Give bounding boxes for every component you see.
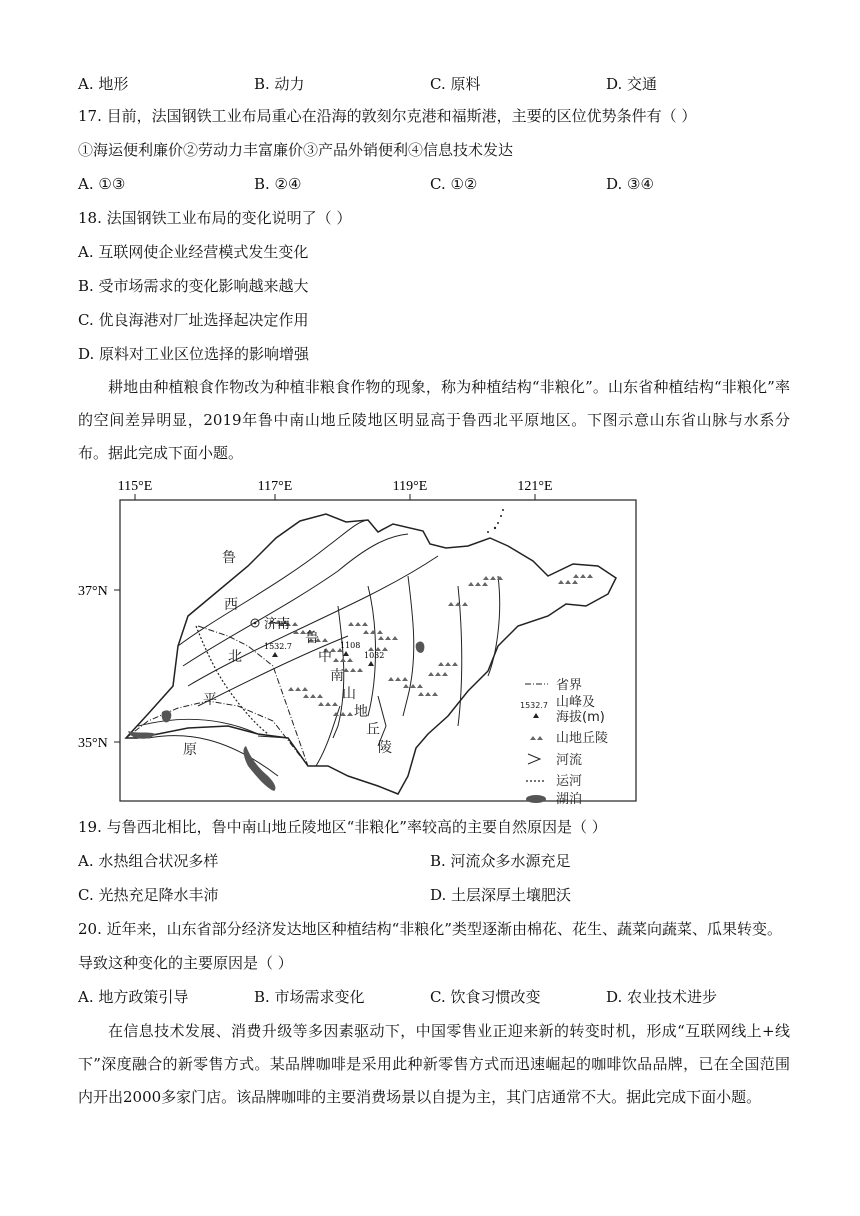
legend-peak-title: 山峰及 — [556, 695, 596, 710]
region-label-char: 地 — [354, 704, 368, 720]
q19-stem: 19. 与鲁西北相比，鲁中南山地丘陵地区“非粮化”率较高的主要自然原因是（ ） — [78, 818, 607, 836]
lon-label: 119°E — [392, 479, 428, 494]
q18-option-a[interactable]: A. 互联网使企业经营模式发生变化 — [78, 243, 309, 261]
lon-label: 115°E — [117, 479, 153, 494]
q17-stem: 17. 目前，法国钢铁工业布局重心在沿海的敦刻尔克港和福斯港，主要的区位优势条件有（ ） — [78, 107, 697, 125]
q17-option-c[interactable]: C. ①② — [430, 175, 478, 193]
q20-stem-line2: 导致这种变化的主要原因是（ ） — [78, 954, 293, 972]
peak-label: 1108 — [340, 641, 361, 650]
legend-hills-label: 山地丘陵 — [556, 731, 609, 746]
peak-icon — [368, 661, 374, 666]
lon-label: 121°E — [517, 479, 553, 494]
q17-items: ①海运便利廉价②劳动力丰富廉价③产品外销便利④信息技术发达 — [78, 141, 514, 159]
q18-stem: 18. 法国钢铁工业布局的变化说明了（ ） — [78, 209, 352, 227]
region-label-char: 鲁 — [305, 630, 319, 646]
q16-option-c[interactable]: C. 原料 — [430, 75, 481, 93]
q16-option-d[interactable]: D. 交通 — [606, 75, 658, 93]
legend-peak-sub: 海拔(m) — [556, 710, 605, 725]
q16-option-a[interactable]: A. 地形 — [78, 75, 129, 93]
lat-label: 37°N — [78, 584, 108, 599]
jinan-marker-dot — [254, 622, 257, 625]
legend-lake-icon — [526, 795, 546, 803]
canal — [196, 626, 268, 734]
q20-stem-line1: 20. 近年来，山东省部分经济发达地区种植结构“非粮化”类型逐渐由棉花、花生、蔬菜向蔬菜、瓜果转变。 — [78, 920, 782, 938]
q19-option-a[interactable]: A. 水热组合状况多样 — [78, 852, 219, 870]
q20-option-a[interactable]: A. 地方政策引导 — [78, 988, 189, 1006]
q17-option-b[interactable]: B. ②④ — [254, 175, 302, 193]
region-label-char: 鲁 — [222, 550, 236, 566]
peak-icon — [343, 651, 349, 656]
legend-lake-label: 湖泊 — [556, 792, 583, 806]
q18-option-d[interactable]: D. 原料对工业区位选择的影响增强 — [78, 345, 310, 363]
lake — [244, 746, 276, 791]
region-label-char: 中 — [318, 649, 332, 665]
q17-option-d[interactable]: D. ③④ — [606, 175, 654, 193]
legend-river-label: 河流 — [556, 753, 583, 768]
legend-border-label: 省界 — [556, 678, 583, 693]
q16-option-b[interactable]: B. 动力 — [254, 75, 305, 93]
legend-hills-icon — [530, 736, 543, 740]
legend-peak-icon — [533, 713, 539, 718]
region-label-char: 南 — [330, 668, 344, 684]
shandong-map — [78, 476, 638, 806]
q19-option-d[interactable]: D. 土层深厚土壤肥沃 — [430, 886, 572, 904]
region-label-char: 西 — [224, 597, 238, 613]
jinan-label: 济南 — [264, 617, 291, 632]
q17-option-a[interactable]: A. ①③ — [78, 175, 126, 193]
peak-icon — [272, 652, 278, 657]
legend-river-icon — [528, 754, 540, 764]
region-label-char: 平 — [203, 692, 217, 708]
region-label-char: 陵 — [378, 740, 392, 756]
legend-peak-example: 1532.7 — [520, 701, 548, 710]
passage-new-retail: 在信息技术发展、消费升级等多因素驱动下，中国零售业正迎来新的转变时机，形成“互联网线上+线下”深度融合的新零售方式。某品牌咖啡是采用此种新零售方式而迅速崛起的咖啡饮品品牌，已在全国范围内开出2000多家门店。该品牌咖啡的主要消费场景以自提为主，其门店通常不大。据此完成下面小题。 — [78, 1022, 790, 1106]
q19-option-b[interactable]: B. 河流众多水源充足 — [430, 852, 571, 870]
region-label-char: 丘 — [366, 722, 380, 738]
q20-option-d[interactable]: D. 农业技术进步 — [606, 988, 718, 1006]
rivers — [138, 520, 500, 776]
region-label-char: 北 — [228, 649, 242, 665]
legend-canal-label: 运河 — [556, 774, 583, 789]
lon-label: 117°E — [257, 479, 293, 494]
q20-option-c[interactable]: C. 饮食习惯改变 — [430, 988, 541, 1006]
passage-non-grain: 耕地由种植粮食作物改为种植非粮食作物的现象，称为种植结构“非粮化”。山东省种植结构“非粮化”率的空间差异明显，2019年鲁中南山地丘陵地区明显高于鲁西北平原地区。下图示意山东省山脉与水系分布。据此完成下面小题。 — [78, 378, 790, 462]
q18-option-b[interactable]: B. 受市场需求的变化影响越来越大 — [78, 277, 309, 295]
q19-option-c[interactable]: C. 光热充足降水丰沛 — [78, 886, 219, 904]
legend — [520, 677, 608, 806]
peak-label: 1532.7 — [264, 642, 292, 651]
islands — [487, 509, 504, 533]
lake — [416, 642, 425, 653]
peak-label: 1032 — [364, 651, 385, 660]
q18-option-c[interactable]: C. 优良海港对厂址选择起决定作用 — [78, 311, 309, 329]
region-label-char: 山 — [342, 686, 356, 702]
lat-label: 35°N — [78, 736, 108, 751]
q20-option-b[interactable]: B. 市场需求变化 — [254, 988, 365, 1006]
region-label-char: 原 — [183, 742, 197, 758]
